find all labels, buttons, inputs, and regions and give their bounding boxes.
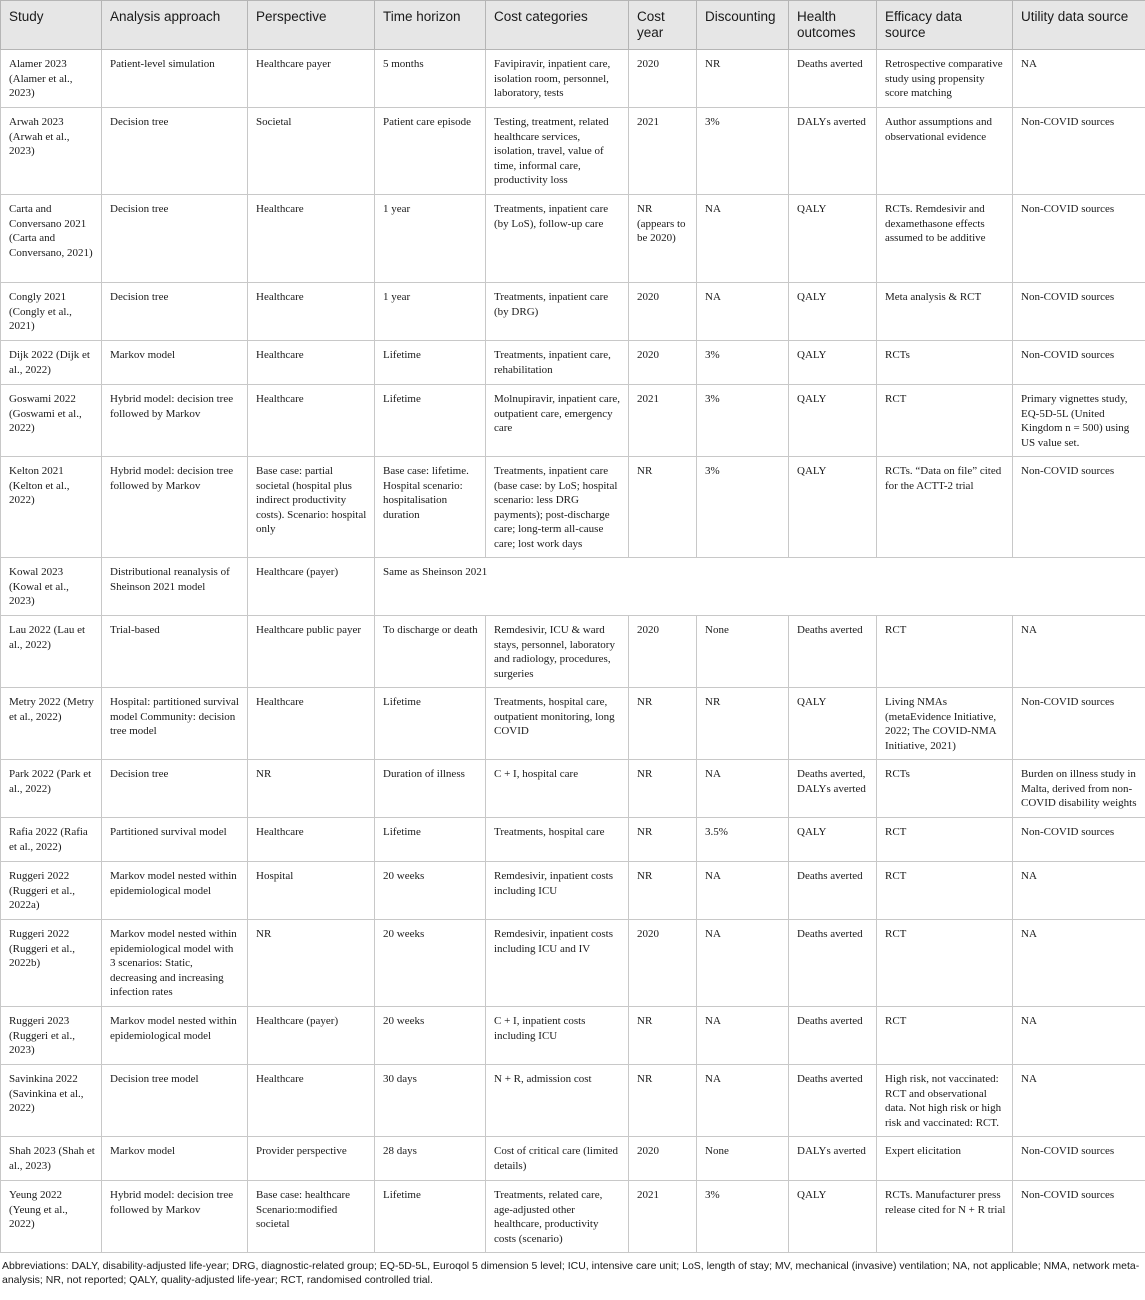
cell-outcomes: QALY (789, 688, 877, 760)
cell-discounting: 3% (697, 341, 789, 385)
cell-study: Ruggeri 2023 (Ruggeri et al., 2023) (1, 1007, 102, 1065)
cell-approach: Decision tree (102, 195, 248, 283)
table-row (1, 688, 1145, 760)
cell-study: Savinkina 2022 (Savinkina et al., 2022) (1, 1065, 102, 1137)
cell-utility: Primary vignettes study, EQ-5D-5L (United Kingdom n = 500) using US value set. (1013, 385, 1145, 457)
cell-discounting: 3.5% (697, 818, 789, 862)
cell-costs: Remdesivir, inpatient costs including ICU and IV (486, 920, 629, 1007)
cell-discounting: NR (697, 50, 789, 108)
cell-outcomes: Deaths averted (789, 920, 877, 1007)
cell-efficacy: RCT (877, 1007, 1013, 1065)
cell-horizon: 30 days (375, 1065, 486, 1137)
cell-outcomes: QALY (789, 385, 877, 457)
cell-approach: Decision tree (102, 108, 248, 195)
cell-horizon: 28 days (375, 1137, 486, 1181)
cell-approach: Decision tree (102, 760, 248, 818)
cell-horizon: Lifetime (375, 385, 486, 457)
cell-cost-year: NR (629, 818, 697, 862)
cell-cost-year: 2020 (629, 50, 697, 108)
cell-costs: Treatments, inpatient care, rehabilitation (486, 341, 629, 385)
cell-study: Ruggeri 2022 (Ruggeri et al., 2022a) (1, 862, 102, 920)
cell-efficacy: RCTs. Remdesivir and dexamethasone effects assumed to be additive (877, 195, 1013, 283)
cell-costs: C + I, inpatient costs including ICU (486, 1007, 629, 1065)
cell-outcomes: QALY (789, 341, 877, 385)
table-row (1, 616, 1145, 688)
cell-study: Metry 2022 (Metry et al., 2022) (1, 688, 102, 760)
cell-perspective: Healthcare (248, 341, 375, 385)
cell-outcomes: QALY (789, 195, 877, 283)
cell-outcomes: QALY (789, 457, 877, 558)
cell-utility: Non-COVID sources (1013, 1181, 1145, 1253)
cell-outcomes: QALY (789, 1181, 877, 1253)
cell-study: Rafia 2022 (Rafia et al., 2022) (1, 818, 102, 862)
cell-outcomes: Deaths averted (789, 50, 877, 108)
cell-perspective: Societal (248, 108, 375, 195)
table-row (1, 195, 1145, 283)
cell-perspective: NR (248, 920, 375, 1007)
cell-utility: Non-COVID sources (1013, 341, 1145, 385)
cell-utility: NA (1013, 1065, 1145, 1137)
table-row (1, 341, 1145, 385)
cell-utility: NA (1013, 862, 1145, 920)
cell-costs: Testing, treatment, related healthcare services, isolation, travel, value of time, informal care, productivity loss (486, 108, 629, 195)
cell-outcomes: Deaths averted (789, 616, 877, 688)
cell-utility: Non-COVID sources (1013, 818, 1145, 862)
col-header-cost-categories: Cost categories (486, 1, 629, 50)
cell-cost-year: NR (629, 760, 697, 818)
cell-efficacy: RCT (877, 616, 1013, 688)
cell-study: Park 2022 (Park et al., 2022) (1, 760, 102, 818)
cell-costs: Molnupiravir, inpatient care, outpatient care, emergency care (486, 385, 629, 457)
cell-study: Arwah 2023 (Arwah et al., 2023) (1, 108, 102, 195)
cell-efficacy: Meta analysis & RCT (877, 283, 1013, 341)
cell-perspective: Healthcare (payer) (248, 558, 375, 616)
cell-utility: NA (1013, 616, 1145, 688)
cell-cost-year: 2021 (629, 108, 697, 195)
cell-approach: Partitioned survival model (102, 818, 248, 862)
cell-discounting: NA (697, 283, 789, 341)
cell-horizon: Lifetime (375, 688, 486, 760)
cell-utility: Non-COVID sources (1013, 457, 1145, 558)
cell-horizon: Duration of illness (375, 760, 486, 818)
cell-approach: Markov model (102, 1137, 248, 1181)
cell-cost-year: NR (appears to be 2020) (629, 195, 697, 283)
cell-efficacy: RCT (877, 385, 1013, 457)
cell-horizon: 1 year (375, 283, 486, 341)
cell-efficacy: High risk, not vaccinated: RCT and observational data. Not high risk or high risk and vaccinated: RCT. (877, 1065, 1013, 1137)
cell-horizon: Patient care episode (375, 108, 486, 195)
cell-utility: Burden on illness study in Malta, derived from non-COVID disability weights (1013, 760, 1145, 818)
cell-outcomes: QALY (789, 818, 877, 862)
cell-cost-year: NR (629, 457, 697, 558)
cell-study: Alamer 2023 (Alamer et al., 2023) (1, 50, 102, 108)
cell-discounting: 3% (697, 108, 789, 195)
cell-efficacy: RCT (877, 862, 1013, 920)
cell-efficacy: RCTs. “Data on file” cited for the ACTT-2 trial (877, 457, 1013, 558)
cell-discounting: NA (697, 1065, 789, 1137)
cell-approach: Decision tree (102, 283, 248, 341)
col-header-health-outcomes: Health outcomes (789, 1, 877, 50)
cell-approach: Markov model (102, 341, 248, 385)
cell-study: Carta and Conversano 2021 (Carta and Conversano, 2021) (1, 195, 102, 283)
cell-perspective: NR (248, 760, 375, 818)
table-row (1, 385, 1145, 457)
table-row (1, 1181, 1145, 1253)
cell-perspective: Healthcare (248, 688, 375, 760)
cell-horizon: Lifetime (375, 1181, 486, 1253)
cell-approach: Hybrid model: decision tree followed by Markov (102, 385, 248, 457)
cell-utility: Non-COVID sources (1013, 195, 1145, 283)
cell-perspective: Healthcare (248, 818, 375, 862)
cell-costs: Treatments, hospital care (486, 818, 629, 862)
cell-outcomes: DALYs averted (789, 1137, 877, 1181)
cell-utility: Non-COVID sources (1013, 108, 1145, 195)
cell-costs: Cost of critical care (limited details) (486, 1137, 629, 1181)
cell-outcomes: Deaths averted (789, 1007, 877, 1065)
table-row (1, 50, 1145, 108)
cell-outcomes: Deaths averted (789, 862, 877, 920)
cell-perspective: Hospital (248, 862, 375, 920)
cell-cost-year: NR (629, 688, 697, 760)
cell-costs: Treatments, inpatient care (by LoS), follow-up care (486, 195, 629, 283)
cell-perspective: Healthcare (248, 195, 375, 283)
cell-cost-year: NR (629, 1065, 697, 1137)
table-row (1, 457, 1145, 558)
cell-discounting: NA (697, 862, 789, 920)
cell-cost-year: 2020 (629, 341, 697, 385)
cell-approach: Patient-level simulation (102, 50, 248, 108)
table-row (1, 818, 1145, 862)
table-row (1, 1065, 1145, 1137)
cell-cost-year: 2020 (629, 616, 697, 688)
cell-utility: Non-COVID sources (1013, 1137, 1145, 1181)
cell-outcomes: Deaths averted, DALYs averted (789, 760, 877, 818)
cell-discounting: NR (697, 688, 789, 760)
cell-approach: Hybrid model: decision tree followed by Markov (102, 457, 248, 558)
table-row (1, 1007, 1145, 1065)
cell-costs: Treatments, hospital care, outpatient monitoring, long COVID (486, 688, 629, 760)
col-header-efficacy-data-source: Efficacy data source (877, 1, 1013, 50)
cell-merged-same-as: Same as Sheinson 2021 (375, 558, 1145, 616)
col-header-cost-year: Cost year (629, 1, 697, 50)
cell-approach: Distributional reanalysis of Sheinson 2021 model (102, 558, 248, 616)
cell-horizon: 20 weeks (375, 1007, 486, 1065)
cell-efficacy: RCTs (877, 760, 1013, 818)
cell-study: Kowal 2023 (Kowal et al., 2023) (1, 558, 102, 616)
cell-efficacy: RCTs. Manufacturer press release cited for N + R trial (877, 1181, 1013, 1253)
col-header-time-horizon: Time horizon (375, 1, 486, 50)
cell-costs: Remdesivir, inpatient costs including ICU (486, 862, 629, 920)
cell-utility: NA (1013, 50, 1145, 108)
cell-study: Goswami 2022 (Goswami et al., 2022) (1, 385, 102, 457)
cell-horizon: Base case: lifetime. Hospital scenario: hospitalisation duration (375, 457, 486, 558)
abbreviations-footnote: Abbreviations: DALY, disability-adjusted life-year; DRG, diagnostic-related group; EQ-5D-5L, Euroqol 5 dimension 5 level; ICU, intensive care unit; LoS, length of stay; MV, mechanical (invasive) ventilation; NA, not applicable; NMA, network meta-analysis; NR, not reported; QALY, quality-adjusted life-year; RCT, randomised controlled trial. (2, 1260, 1140, 1286)
cell-perspective: Healthcare (payer) (248, 1007, 375, 1065)
cell-cost-year: 2020 (629, 920, 697, 1007)
cell-discounting: 3% (697, 1181, 789, 1253)
cell-efficacy: Author assumptions and observational evidence (877, 108, 1013, 195)
cell-study: Shah 2023 (Shah et al., 2023) (1, 1137, 102, 1181)
table-row (1, 558, 1145, 616)
cell-costs: Treatments, inpatient care (by DRG) (486, 283, 629, 341)
table-row (1, 862, 1145, 920)
cell-approach: Markov model nested within epidemiological model (102, 862, 248, 920)
cell-perspective: Base case: partial societal (hospital plus indirect productivity costs). Scenario: hospital only (248, 457, 375, 558)
cell-study: Ruggeri 2022 (Ruggeri et al., 2022b) (1, 920, 102, 1007)
cell-utility: Non-COVID sources (1013, 688, 1145, 760)
cell-perspective: Healthcare payer (248, 50, 375, 108)
cell-horizon: Lifetime (375, 341, 486, 385)
cell-perspective: Healthcare (248, 283, 375, 341)
cell-efficacy: RCT (877, 818, 1013, 862)
cell-costs: Favipiravir, inpatient care, isolation room, personnel, laboratory, tests (486, 50, 629, 108)
cell-costs: Treatments, inpatient care (base case: by LoS; hospital scenario: less DRG payments); post-discharge care; long-term all-cause care; lost work days (486, 457, 629, 558)
cell-discounting: None (697, 616, 789, 688)
cell-discounting: 3% (697, 385, 789, 457)
cell-efficacy: Retrospective comparative study using propensity score matching (877, 50, 1013, 108)
table-row (1, 283, 1145, 341)
cell-costs: Treatments, related care, age-adjusted other healthcare, productivity costs (scenario) (486, 1181, 629, 1253)
cell-perspective: Base case: healthcare Scenario:modified societal (248, 1181, 375, 1253)
col-header-study: Study (1, 1, 102, 50)
cell-efficacy: RCTs (877, 341, 1013, 385)
col-header-discounting: Discounting (697, 1, 789, 50)
cell-cost-year: NR (629, 862, 697, 920)
cell-utility: NA (1013, 920, 1145, 1007)
cell-cost-year: NR (629, 1007, 697, 1065)
cell-perspective: Healthcare (248, 385, 375, 457)
cell-horizon: 1 year (375, 195, 486, 283)
cell-study: Lau 2022 (Lau et al., 2022) (1, 616, 102, 688)
cell-horizon: Lifetime (375, 818, 486, 862)
cell-study: Congly 2021 (Congly et al., 2021) (1, 283, 102, 341)
col-header-utility-data-source: Utility data source (1013, 1, 1145, 50)
cell-costs: C + I, hospital care (486, 760, 629, 818)
cell-perspective: Healthcare (248, 1065, 375, 1137)
cell-approach: Decision tree model (102, 1065, 248, 1137)
cell-horizon: 20 weeks (375, 862, 486, 920)
cell-efficacy: RCT (877, 920, 1013, 1007)
header-row (1, 1, 1145, 50)
cell-discounting: NA (697, 195, 789, 283)
cell-outcomes: DALYs averted (789, 108, 877, 195)
cell-utility: NA (1013, 1007, 1145, 1065)
cell-costs: N + R, admission cost (486, 1065, 629, 1137)
cell-study: Yeung 2022 (Yeung et al., 2022) (1, 1181, 102, 1253)
cell-cost-year: 2021 (629, 385, 697, 457)
cell-efficacy: Expert elicitation (877, 1137, 1013, 1181)
table-row (1, 108, 1145, 195)
table-row (1, 920, 1145, 1007)
cell-approach: Hospital: partitioned survival model Community: decision tree model (102, 688, 248, 760)
cell-approach: Markov model nested within epidemiological model (102, 1007, 248, 1065)
cell-outcomes: Deaths averted (789, 1065, 877, 1137)
cell-utility: Non-COVID sources (1013, 283, 1145, 341)
cell-outcomes: QALY (789, 283, 877, 341)
col-header-perspective: Perspective (248, 1, 375, 50)
cell-horizon: To discharge or death (375, 616, 486, 688)
cell-cost-year: 2020 (629, 283, 697, 341)
cell-discounting: NA (697, 920, 789, 1007)
cell-discounting: 3% (697, 457, 789, 558)
cell-perspective: Provider perspective (248, 1137, 375, 1181)
cell-cost-year: 2020 (629, 1137, 697, 1181)
table-row (1, 1137, 1145, 1181)
cell-approach: Markov model nested within epidemiological model with 3 scenarios: Static, decreasing and increasing infection rates (102, 920, 248, 1007)
cell-approach: Hybrid model: decision tree followed by Markov (102, 1181, 248, 1253)
cell-discounting: NA (697, 1007, 789, 1065)
cell-costs: Remdesivir, ICU & ward stays, personnel, laboratory and radiology, procedures, surgeries (486, 616, 629, 688)
cell-perspective: Healthcare public payer (248, 616, 375, 688)
cell-study: Dijk 2022 (Dijk et al., 2022) (1, 341, 102, 385)
cell-cost-year: 2021 (629, 1181, 697, 1253)
cell-discounting: NA (697, 760, 789, 818)
cell-study: Kelton 2021 (Kelton et al., 2022) (1, 457, 102, 558)
cell-horizon: 5 months (375, 50, 486, 108)
cell-horizon: 20 weeks (375, 920, 486, 1007)
cell-efficacy: Living NMAs (metaEvidence Initiative, 2022; The COVID-NMA Initiative, 2021) (877, 688, 1013, 760)
col-header-analysis-approach: Analysis approach (102, 1, 248, 50)
cell-discounting: None (697, 1137, 789, 1181)
cell-approach: Trial-based (102, 616, 248, 688)
table-row (1, 760, 1145, 818)
